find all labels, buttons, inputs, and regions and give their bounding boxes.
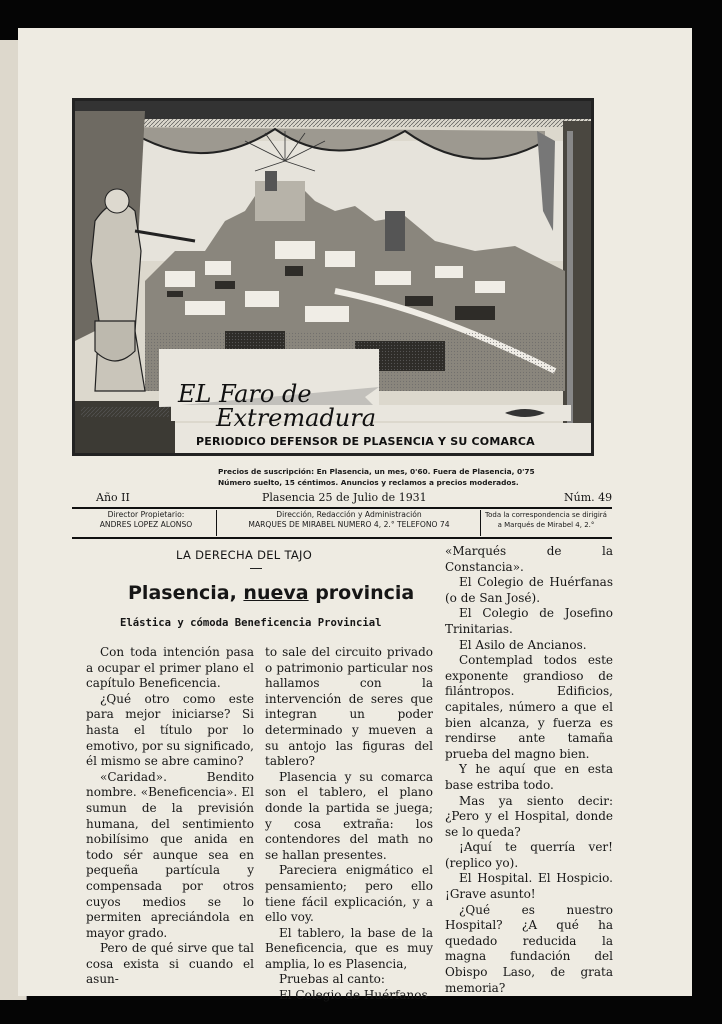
headline-part-1: Plasencia, — [128, 582, 244, 604]
prices-line-2: Número suelto, 15 céntimos. Anuncios y reclamos a precios moderados. — [218, 478, 519, 487]
paragraph: El tablero, la base de la Beneficencia, que es muy amplia, lo es Plasencia, — [265, 925, 433, 971]
paragraph: ¿Qué es nuestro Hospital? ¿A qué ha quedado reducida la magna fundación del Obispo Laso, de grata memoria? — [445, 902, 613, 995]
prices-line-1: Precios de suscripción: En Plasencia, un mes, 0'60. Fuera de Plasencia, 0'75 — [218, 467, 535, 476]
issue-number: Núm. 49 — [564, 491, 613, 504]
headline-part-3: provincia — [308, 582, 415, 604]
section-heading: LA DERECHA DEL TAJO — [176, 548, 313, 562]
divider-1 — [216, 510, 217, 536]
paragraph: Pareciera enigmático el pensamiento; pero ello tiene fácil explicación, y a ello voy. — [265, 863, 433, 925]
issue-year: Año II — [96, 491, 130, 504]
paragraph: «Marqués de la Constancia». — [445, 544, 613, 574]
newspaper-title — [172, 378, 392, 436]
paragraph: El Asilo de Ancianos. — [459, 637, 587, 652]
section-dash — [250, 568, 262, 569]
paragraph: El Colegio de Josefino Trinitarias. — [445, 606, 613, 636]
paragraph: ¿Qué otro como este para mejor iniciarse? Si hasta el título por lo emotivo, por su significado, él mismo se abre camino? — [86, 691, 254, 769]
info-strip — [72, 510, 612, 536]
divider-2 — [480, 510, 481, 536]
article-subheading: Elástica y cómoda Beneficencia Provincial — [120, 617, 382, 629]
address-label: Dirección, Redacción y Administración — [276, 510, 422, 519]
title-line-1: EL Faro de — [178, 380, 312, 408]
correspondence-line-2: a Marqués de Mirabel 4, 2.° — [497, 521, 595, 529]
rule-bottom — [72, 537, 612, 539]
newspaper-subtitle: PERIODICO DEFENSOR DE PLASENCIA Y SU COMARCA — [196, 435, 535, 448]
address-text: MARQUES DE MIRABEL NUMERO 4, 2.° TELEFONO 74 — [248, 520, 450, 529]
address-cell — [218, 510, 480, 530]
article-column-2 — [265, 645, 433, 1004]
headline-part-2: nueva — [243, 582, 309, 604]
paragraph: Pero de qué sirve que tal cosa exista si cuando el asun- — [86, 941, 254, 987]
issue-date: Plasencia 25 de Julio de 1931 — [262, 491, 427, 504]
paragraph: Plasencia y su comarca son el tablero, el plano donde la partida se juega; y cosa extraña: los contendores del math no se hallan presentes. — [265, 769, 433, 862]
director-label: Director Propietario: — [107, 510, 185, 519]
director-name: ANDRES LOPEZ ALONSO — [99, 520, 193, 529]
issue-line — [72, 491, 612, 507]
paragraph: to sale del circuito privado o patrimonio particular nos hallamos con la intervención de seres que integran un poder determinado y mueven a su antojo las figuras del tablero? — [265, 645, 433, 769]
paragraph: Con toda intención pasa a ocupar el primer plano el capítulo Beneficencia. — [86, 645, 254, 691]
subscription-prices — [218, 466, 535, 488]
article-column-3 — [445, 544, 613, 996]
paragraph: El Colegio de Huérfanos — [279, 988, 428, 1003]
paragraph: Mas ya siento decir: ¿Pero y el Hospital, donde se lo queda? — [445, 793, 613, 839]
title-line-2: Extremadura — [216, 404, 377, 432]
article-headline — [128, 582, 498, 604]
director-cell — [78, 510, 214, 530]
correspondence-line-1: Toda la correspondencia se dirigirá — [485, 511, 607, 519]
paragraph: Y he aquí que en esta base estriba todo. — [445, 762, 613, 792]
paragraph: Contemplad todos este exponente grandioso de filántropos. Edificios, capitales, número a que el bien alcanza, y fuerza es rendirse ante tamaña prueba del magno bien. — [445, 653, 613, 761]
paragraph: ¡Aquí te querría ver! (replico yo). — [445, 840, 613, 870]
paragraph: «Caridad». Bendito nombre. «Beneficencia». El sumun de la previsión humana, del sentimiento nobilísimo que anida en todo sér aunque sea en pequeña partícula y compensada por otros cuyos medios se lo permiten apreciándola en mayor grado. — [86, 769, 254, 940]
rule-top — [72, 507, 612, 509]
article-column-1 — [86, 645, 254, 988]
paragraph: El Hospital. El Hospicio. ¡Grave asunto! — [445, 871, 613, 902]
paragraph: Pruebas al canto: — [279, 972, 385, 987]
paragraph: El Colegio de Huérfanas (o de San José). — [445, 575, 613, 605]
correspondence-cell — [482, 510, 610, 530]
